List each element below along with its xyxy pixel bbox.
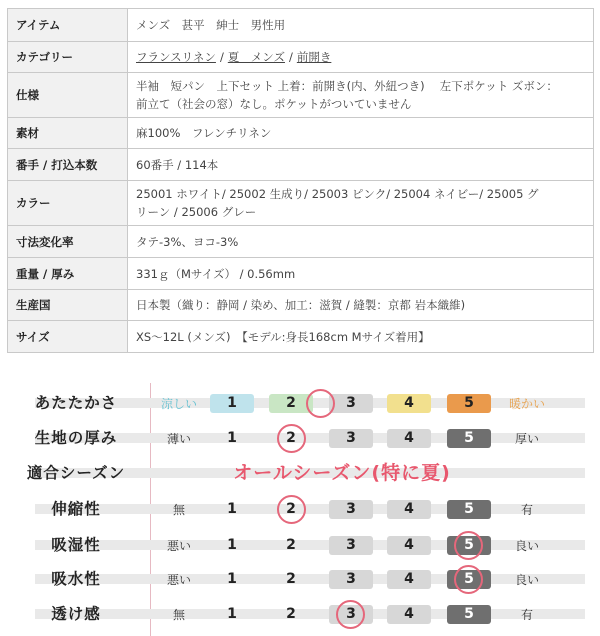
scale-box-2: 2 bbox=[286, 537, 296, 553]
spec-key: 寸法変化率 bbox=[8, 226, 128, 258]
table-row bbox=[8, 258, 594, 290]
scale-box-4: 4 bbox=[387, 536, 431, 555]
spec-value: 麻100% フレンチリネン bbox=[128, 118, 594, 149]
scale-box-1: 1 bbox=[227, 537, 237, 553]
spec-key: 重量 / 厚み bbox=[8, 258, 128, 290]
scale-box-2: 2 bbox=[286, 606, 296, 622]
rating-label: 適合シーズン bbox=[26, 464, 126, 482]
spec-value: 331ｇ（Mサイズ） / 0.56mm bbox=[128, 258, 594, 290]
spec-key: 素材 bbox=[8, 118, 128, 149]
link-separator: / bbox=[288, 50, 293, 64]
scale-box-1: 1 bbox=[227, 571, 237, 587]
scale-right-label: 良い bbox=[514, 573, 539, 587]
scale-box-1: 1 bbox=[227, 501, 237, 517]
rating-label: 吸湿性 bbox=[51, 536, 101, 554]
scale-left-label: 悪い bbox=[166, 539, 191, 553]
scale-box-4: 4 bbox=[387, 500, 431, 519]
selection-circle bbox=[277, 424, 306, 453]
scale-box-4: 4 bbox=[387, 429, 431, 448]
scale-left-label: 無 bbox=[172, 503, 185, 517]
category-link-summer-mens[interactable]: 夏 メンズ bbox=[227, 50, 285, 64]
scale-box-2: 2 bbox=[286, 571, 296, 587]
scale-box-3: 3 bbox=[329, 570, 373, 589]
rating-label: 伸縮性 bbox=[51, 500, 101, 518]
scale-box-5: 5 bbox=[447, 394, 491, 413]
spec-value: XS～12L (メンズ) 【モデル:身長168cm Mサイズ着用】 bbox=[128, 321, 594, 353]
spec-key: アイテム bbox=[8, 9, 128, 42]
spec-table bbox=[7, 8, 594, 353]
selection-circle bbox=[306, 389, 335, 418]
scale-left-label: 涼しい bbox=[160, 397, 197, 411]
season-text: オールシーズン(特に夏) bbox=[233, 462, 451, 484]
scale-box-2: 2 bbox=[286, 430, 296, 446]
table-row bbox=[8, 73, 594, 118]
spec-key: 仕様 bbox=[8, 73, 128, 118]
rating-row bbox=[0, 385, 600, 421]
rating-row bbox=[0, 561, 600, 597]
category-links bbox=[128, 42, 594, 73]
spec-value: 60番手 / 114本 bbox=[128, 149, 594, 181]
scale-box-5: 5 bbox=[447, 429, 491, 448]
spec-value-line: 半袖 短パン 上下セット 上着：前開き(内、外紐つき) 左下ポケット ズボン： bbox=[136, 79, 558, 93]
scale-left-label: 薄い bbox=[166, 432, 191, 446]
spec-key: カテゴリー bbox=[8, 42, 128, 73]
selection-circle bbox=[277, 495, 306, 524]
link-separator: / bbox=[219, 50, 224, 64]
scale-box-5: 5 bbox=[447, 605, 491, 624]
table-row bbox=[8, 149, 594, 181]
rating-row bbox=[0, 596, 600, 632]
scale-right-label: 有 bbox=[520, 503, 533, 517]
scale-box-1: 1 bbox=[227, 606, 237, 622]
rating-row bbox=[0, 420, 600, 456]
table-row bbox=[8, 42, 594, 73]
scale-right-label: 暖かい bbox=[508, 397, 545, 411]
table-row bbox=[8, 321, 594, 353]
rating-chart bbox=[0, 383, 600, 636]
scale-right-label: 厚い bbox=[514, 432, 539, 446]
spec-value-line: 25001 ホワイト/ 25002 生成り/ 25003 ピンク/ 25004 ネイビー/ 25005 グ bbox=[136, 187, 539, 201]
spec-value: タテ-3%、ヨコ-3% bbox=[128, 226, 594, 258]
selection-circle bbox=[336, 600, 365, 629]
spec-key: 番手 / 打込本数 bbox=[8, 149, 128, 181]
scale-box-2: 2 bbox=[286, 501, 296, 517]
scale-box-5: 5 bbox=[447, 500, 491, 519]
scale-box-1: 1 bbox=[210, 394, 254, 413]
scale-box-3: 3 bbox=[329, 500, 373, 519]
scale-left-label: 無 bbox=[172, 608, 185, 622]
rating-label: 透け感 bbox=[51, 605, 101, 623]
scale-box-3: 3 bbox=[329, 536, 373, 555]
spec-key: サイズ bbox=[8, 321, 128, 353]
rating-label: 生地の厚み bbox=[34, 429, 118, 447]
table-row bbox=[8, 9, 594, 42]
spec-value bbox=[128, 181, 594, 226]
rating-label: あたたかさ bbox=[34, 394, 118, 412]
rating-row bbox=[0, 455, 600, 491]
selection-circle bbox=[454, 565, 483, 594]
scale-box-5: 5 bbox=[447, 536, 491, 555]
spec-value: メンズ 甚平 紳士 男性用 bbox=[128, 9, 594, 42]
scale-right-label: 有 bbox=[520, 608, 533, 622]
spec-value: 日本製（織り：静岡 / 染め、加工：滋賀 / 縫製：京都 岩本織維) bbox=[128, 290, 594, 321]
spec-key: 生産国 bbox=[8, 290, 128, 321]
rating-row bbox=[0, 491, 600, 527]
scale-box-1: 1 bbox=[227, 430, 237, 446]
scale-box-4: 4 bbox=[387, 570, 431, 589]
table-row bbox=[8, 118, 594, 149]
scale-box-4: 4 bbox=[387, 605, 431, 624]
table-row bbox=[8, 181, 594, 226]
scale-box-3: 3 bbox=[329, 394, 373, 413]
scale-right-label: 良い bbox=[514, 539, 539, 553]
scale-left-label: 悪い bbox=[166, 573, 191, 587]
rating-label: 吸水性 bbox=[51, 570, 101, 588]
table-row bbox=[8, 226, 594, 258]
category-link-front-open[interactable]: 前開き bbox=[296, 50, 332, 64]
scale-box-3: 3 bbox=[329, 429, 373, 448]
scale-box-3: 3 bbox=[329, 605, 373, 624]
scale-box-2: 2 bbox=[269, 394, 313, 413]
scale-box-4: 4 bbox=[387, 394, 431, 413]
spec-value-line: 前立て（社会の窓）なし。ポケットがついていません bbox=[136, 97, 412, 111]
table-row bbox=[8, 290, 594, 321]
rating-row bbox=[0, 527, 600, 563]
spec-value bbox=[128, 73, 594, 118]
selection-circle bbox=[454, 531, 483, 560]
scale-box-5: 5 bbox=[447, 570, 491, 589]
spec-key: カラー bbox=[8, 181, 128, 226]
spec-value-line: リーン / 25006 グレー bbox=[136, 205, 257, 219]
category-link-french-linen[interactable]: フランスリネン bbox=[136, 50, 216, 64]
